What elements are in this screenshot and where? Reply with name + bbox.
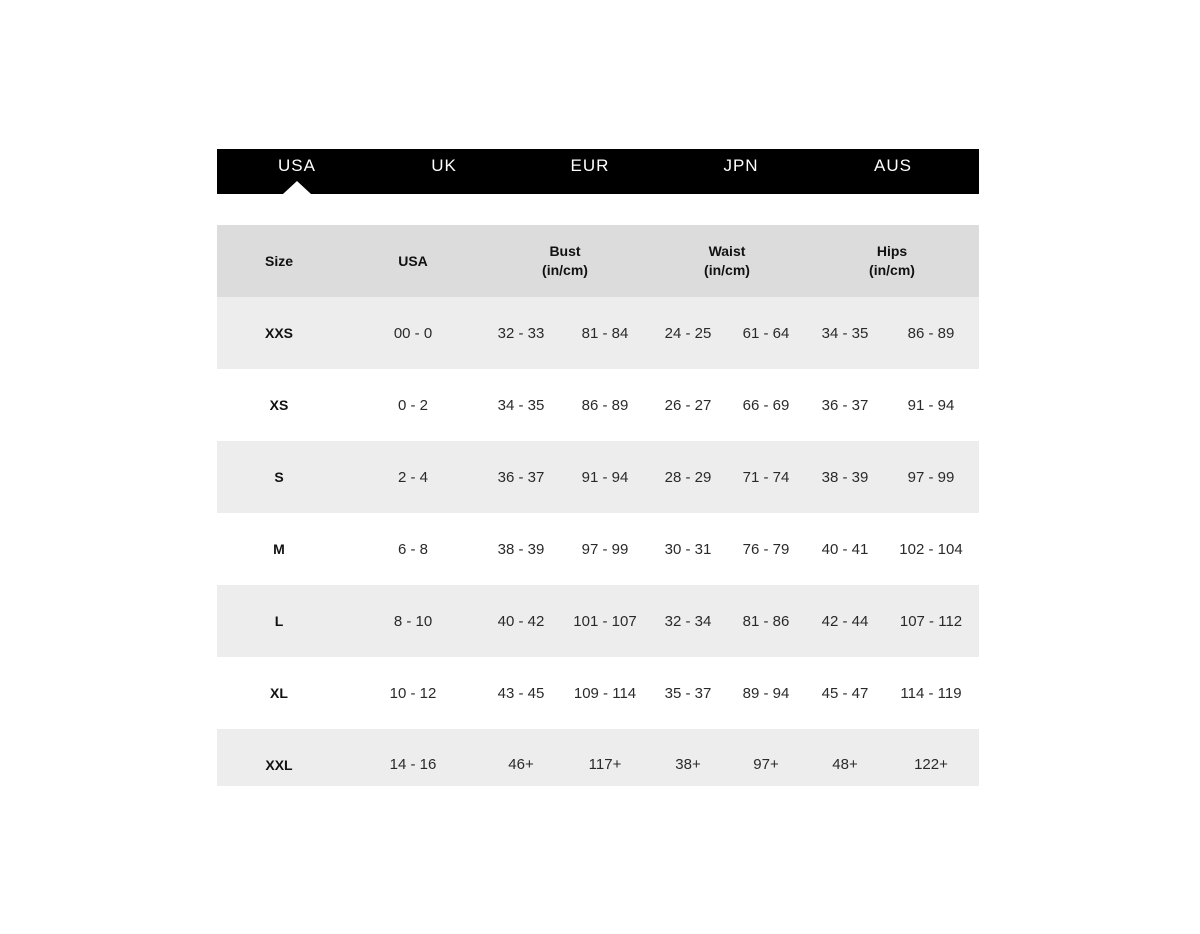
usa-cell: 2 - 4: [397, 468, 428, 486]
size-cell: M: [273, 541, 285, 557]
table-row: [217, 369, 979, 441]
table-row: [217, 297, 979, 369]
header-size-label: Size: [264, 252, 293, 269]
hips-in-cell: 34 - 35: [821, 324, 869, 342]
tab-label: EUR: [570, 156, 610, 175]
table-row: [217, 441, 979, 513]
bust-in-cell: 38 - 39: [497, 540, 545, 558]
waist-cm-cell: 66 - 69: [742, 396, 790, 414]
header-hips-unit: (in/cm): [869, 262, 915, 278]
size-cell: XL: [270, 685, 288, 701]
usa-cell: 10 - 12: [389, 684, 437, 702]
tab-label: USA: [278, 156, 316, 175]
hips-in-cell: 40 - 41: [821, 540, 869, 558]
waist-cm-cell: 71 - 74: [742, 468, 790, 486]
size-chart-table: [217, 225, 979, 786]
tab-jpn[interactable]: [691, 149, 791, 194]
header-bust-unit: (in/cm): [542, 262, 588, 278]
header-waist-label: Waist: [708, 243, 746, 259]
waist-cm-cell: 76 - 79: [742, 540, 790, 558]
bust-cm-cell: 97 - 99: [581, 540, 629, 558]
usa-cell: 6 - 8: [397, 540, 428, 558]
waist-in-cell: 26 - 27: [664, 396, 712, 414]
bust-cm-cell: 91 - 94: [581, 468, 629, 486]
header-bust-label: Bust: [549, 243, 581, 259]
bust-in-cell: 32 - 33: [497, 324, 545, 342]
bust-in-cell: 43 - 45: [497, 684, 545, 702]
waist-cm-cell: 81 - 86: [742, 612, 790, 630]
table-row: [217, 657, 979, 729]
tab-label: AUS: [874, 156, 912, 175]
hips-in-cell: 48+: [832, 756, 858, 773]
tab-label: JPN: [723, 156, 759, 175]
bust-cm-cell: 101 - 107: [573, 612, 637, 630]
active-tab-indicator: [283, 181, 311, 194]
usa-cell: 8 - 10: [393, 612, 433, 630]
tab-uk[interactable]: [394, 149, 494, 194]
waist-cm-cell: 89 - 94: [742, 684, 790, 702]
tab-eur[interactable]: [540, 149, 640, 194]
table-row: [217, 585, 979, 657]
header-hips-label: Hips: [876, 243, 908, 259]
hips-in-cell: 36 - 37: [821, 396, 869, 414]
waist-cm-cell: 97+: [753, 756, 779, 773]
region-tabs: [217, 149, 979, 194]
hips-cm-cell: 114 - 119: [900, 684, 962, 702]
hips-in-cell: 38 - 39: [821, 468, 869, 486]
bust-in-cell: 40 - 42: [497, 612, 545, 630]
waist-in-cell: 24 - 25: [664, 324, 712, 342]
header-bust: [515, 225, 615, 297]
header-size: [239, 225, 319, 297]
waist-in-cell: 35 - 37: [664, 684, 712, 702]
hips-in-cell: 45 - 47: [821, 684, 869, 702]
size-cell: S: [274, 469, 284, 485]
header-usa: [373, 225, 453, 297]
bust-in-cell: 46+: [508, 756, 534, 773]
size-cell: L: [274, 613, 284, 629]
usa-cell: 14 - 16: [389, 756, 437, 773]
hips-cm-cell: 122+: [914, 756, 948, 773]
table-row: [217, 729, 979, 786]
bust-cm-cell: 109 - 114: [573, 684, 637, 702]
header-waist: [677, 225, 777, 297]
table-header-row: [217, 225, 979, 297]
header-waist-unit: (in/cm): [704, 262, 750, 278]
bust-in-cell: 36 - 37: [497, 468, 545, 486]
waist-in-cell: 30 - 31: [664, 540, 712, 558]
size-cell: XXS: [264, 325, 293, 341]
hips-cm-cell: 91 - 94: [907, 396, 955, 414]
hips-cm-cell: 86 - 89: [907, 324, 955, 342]
size-cell: XS: [269, 397, 289, 413]
hips-in-cell: 42 - 44: [821, 612, 869, 630]
table-row: [217, 513, 979, 585]
usa-cell: 0 - 2: [397, 396, 428, 414]
bust-cm-cell: 86 - 89: [581, 396, 629, 414]
header-hips: [842, 225, 942, 297]
tab-aus[interactable]: [843, 149, 943, 194]
waist-cm-cell: 61 - 64: [742, 324, 790, 342]
hips-cm-cell: 97 - 99: [907, 468, 955, 486]
bust-cm-cell: 81 - 84: [581, 324, 629, 342]
hips-cm-cell: 102 - 104: [899, 540, 963, 558]
usa-cell: 00 - 0: [393, 324, 433, 342]
waist-in-cell: 28 - 29: [664, 468, 712, 486]
tab-usa[interactable]: [247, 149, 347, 194]
waist-in-cell: 38+: [675, 756, 701, 773]
bust-cm-cell: 117+: [588, 756, 622, 773]
header-usa-label: USA: [398, 252, 428, 269]
size-cell: XXL: [265, 756, 293, 773]
bust-in-cell: 34 - 35: [497, 396, 545, 414]
tab-label: UK: [431, 156, 457, 175]
waist-in-cell: 32 - 34: [664, 612, 712, 630]
hips-cm-cell: 107 - 112: [899, 612, 963, 630]
